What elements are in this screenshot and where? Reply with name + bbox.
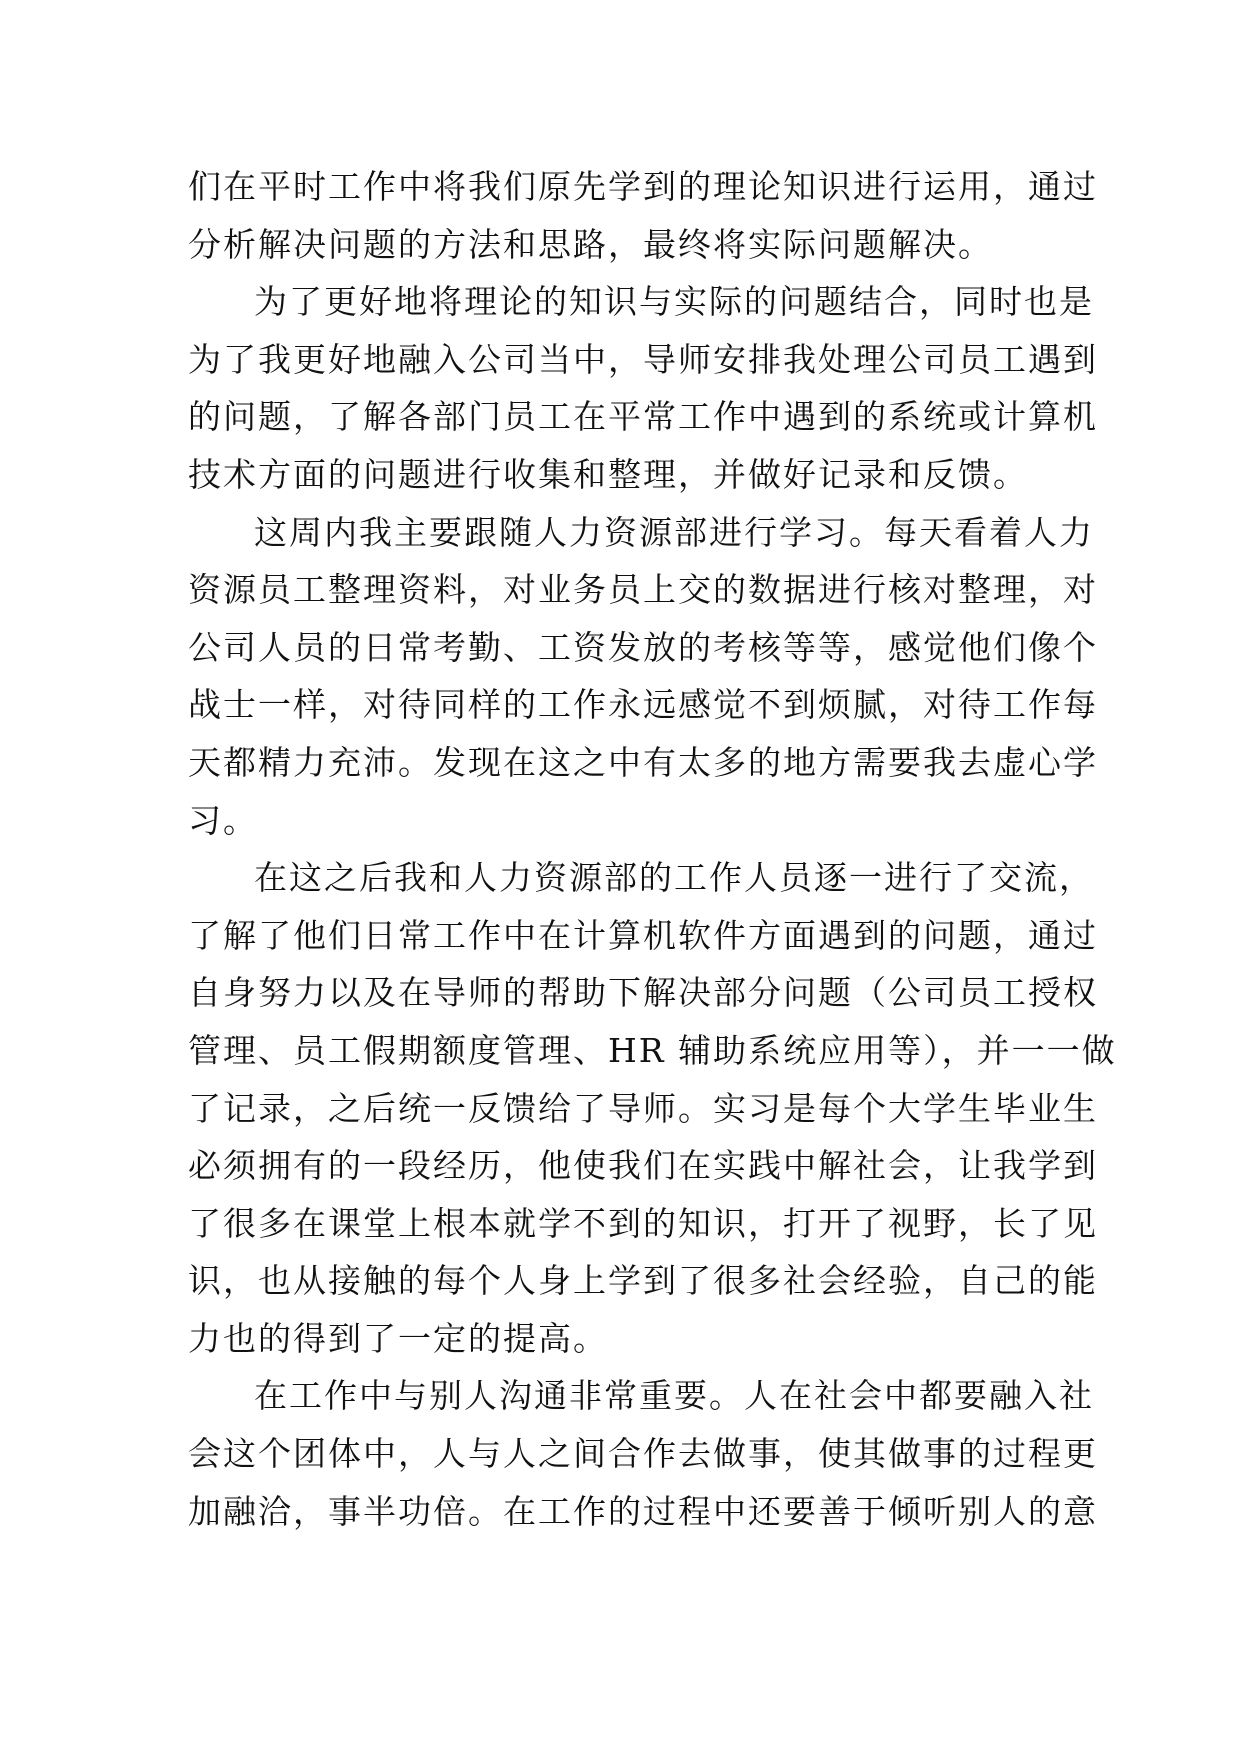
text-line: 自身努力以及在导师的帮助下解决部分问题（公司员工授权 (188, 973, 1098, 1013)
text-line: 管理、员工假期额度管理、HR 辅助系统应用等），并一一做 (188, 1030, 1117, 1070)
text-line: 战士一样，对待同样的工作永远感觉不到烦腻，对待工作每 (188, 685, 1098, 725)
text-line: 公司人员的日常考勤、工资发放的考核等等，感觉他们像个 (188, 627, 1098, 667)
text-line: 必须拥有的一段经历，他使我们在实践中解社会，让我学到 (188, 1146, 1098, 1186)
text-line: 这周内我主要跟随人力资源部进行学习。每天看着人力 (254, 512, 1094, 552)
text-line: 了解了他们日常工作中在计算机软件方面遇到的问题，通过 (188, 915, 1098, 955)
text-line: 为了更好地将理论的知识与实际的问题结合，同时也是 (254, 282, 1094, 322)
text-line: 在这之后我和人力资源部的工作人员逐一进行了交流， (254, 858, 1094, 898)
text-line: 了记录，之后统一反馈给了导师。实习是每个大学生毕业生 (188, 1088, 1098, 1128)
text-line: 为了我更好地融入公司当中，导师安排我处理公司员工遇到 (188, 339, 1098, 379)
text-line: 识，也从接触的每个人身上学到了很多社会经验，自己的能 (188, 1261, 1098, 1301)
text-line: 技术方面的问题进行收集和整理，并做好记录和反馈。 (188, 454, 1028, 494)
text-line: 在工作中与别人沟通非常重要。人在社会中都要融入社 (254, 1376, 1094, 1416)
text-line: 的问题，了解各部门员工在平常工作中遇到的系统或计算机 (188, 397, 1098, 437)
text-line: 分析解决问题的方法和思路，最终将实际问题解决。 (188, 224, 993, 264)
text-line: 们在平时工作中将我们原先学到的理论知识进行运用，通过 (188, 167, 1098, 206)
document-body (188, 158, 1117, 1540)
text-line: 加融洽，事半功倍。在工作的过程中还要善于倾听别人的意 (188, 1491, 1098, 1531)
text-line: 资源员工整理资料，对业务员上交的数据进行核对整理，对 (188, 570, 1098, 610)
text-line: 会这个团体中，人与人之间合作去做事，使其做事的过程更 (188, 1434, 1098, 1474)
text-line: 习。 (188, 800, 258, 840)
text-line: 天都精力充沛。发现在这之中有太多的地方需要我去虚心学 (188, 742, 1098, 782)
text-line: 力也的得到了一定的提高。 (188, 1318, 608, 1358)
text-line: 了很多在课堂上根本就学不到的知识，打开了视野，长了见 (188, 1203, 1098, 1243)
